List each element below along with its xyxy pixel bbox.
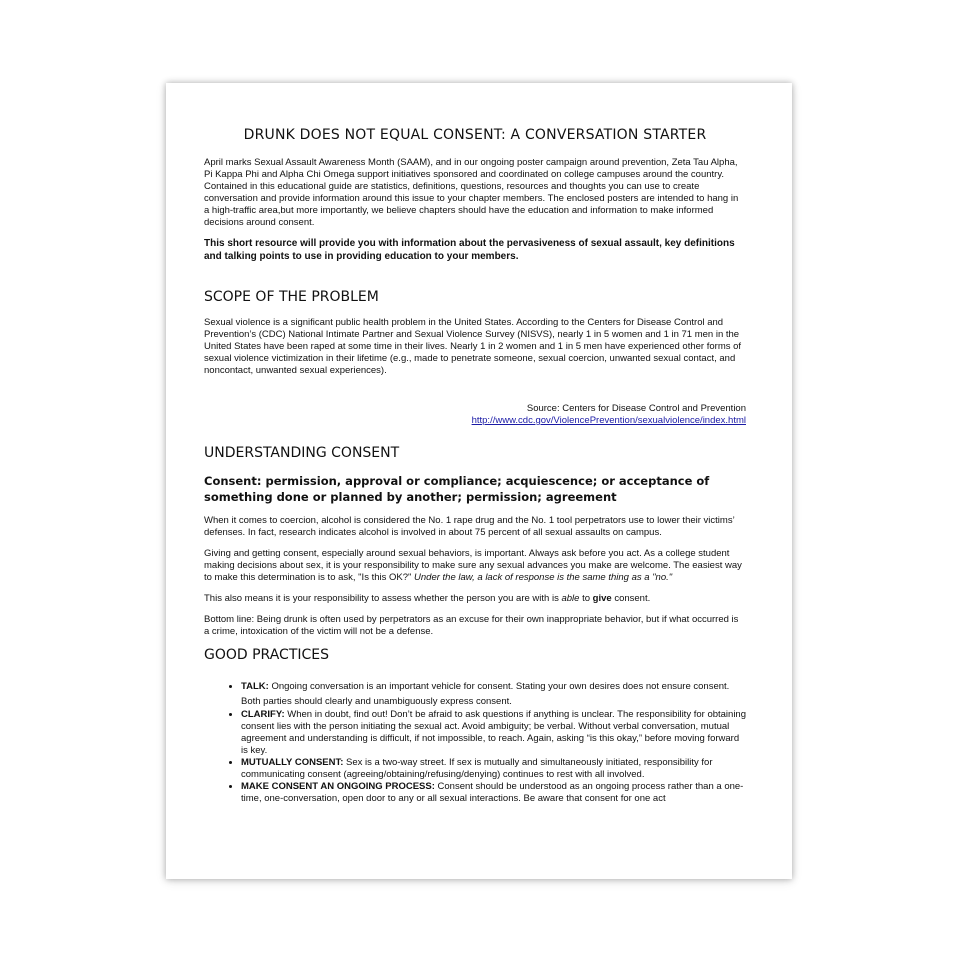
bottom-line-paragraph: Bottom line: Being drunk is often used by perpetrators as an excuse for their own inappropriate behavior, but if what occurred is a crime, intoxication of the victim will not be a defense.: [204, 614, 739, 637]
practices-heading: GOOD PRACTICES: [204, 647, 330, 663]
to-word: to: [582, 593, 591, 604]
practice-label: TALK:: [241, 681, 269, 692]
assess-paragraph: [204, 593, 746, 605]
practice-label: MAKE CONSENT AN ONGOING PROCESS:: [241, 781, 435, 792]
give-word: give: [592, 593, 612, 604]
list-item: [241, 757, 746, 781]
list-item: [241, 709, 746, 757]
source-link[interactable]: http://www.cdc.gov/ViolencePrevention/sexualviolence/index.html: [471, 415, 746, 426]
practice-label: MUTUALLY CONSENT:: [241, 757, 344, 768]
assess-text-end: consent.: [614, 593, 651, 604]
list-item: [241, 781, 746, 805]
scope-heading: SCOPE OF THE PROBLEM: [204, 289, 379, 305]
practice-label: CLARIFY:: [241, 709, 285, 720]
legal-note: Under the law, a lack of response is the same thing as a "no.": [414, 572, 673, 583]
source-citation: [204, 403, 746, 427]
coercion-paragraph: When it comes to coercion, alcohol is considered the No. 1 rape drug and the No. 1 tool perpetrators use to lower their victims’ defenses. In fact, research indicates alcohol is involved in about 75 percent of all sexual assaults on campus.: [204, 515, 735, 538]
source-label: Source: Centers for Disease Control and Prevention: [526, 403, 746, 414]
consent-definition: Consent: permission, approval or compliance; acquiescence; or acceptance of something done or planned by another; permission; agreement: [204, 474, 710, 504]
practice-text: Sex is a two-way street. If sex is mutually and simultaneously initiated, responsibility for communicating consent (agreeing/obtaining/refusing/denying) continues to rest with all involved.: [241, 757, 713, 780]
asking-consent-text: Giving and getting consent, especially around sexual behaviors, is important. Always ask before you act. As a college student making decisions about sex, it is your responsibility to make sure any sexual advances you make are welcome. The easiest way to make this determination is to ask, "Is this OK?": [204, 548, 742, 583]
intro-bold-paragraph: This short resource will provide you with information about the pervasiveness of sexual assault, key definitions and talking points to use in providing education to your members.: [204, 238, 735, 262]
document-page: [166, 83, 792, 879]
practice-text: Ongoing conversation is an important vehicle for consent. Stating your own desires does not ensure consent. Both parties should clearly and unambiguously express consent.: [241, 681, 730, 707]
document-content: [204, 127, 746, 805]
document-title: DRUNK DOES NOT EQUAL CONSENT: A CONVERSATION STARTER: [243, 127, 707, 143]
practice-text: Consent should be understood as an ongoing process rather than a one-time, one-conversation, open door to any or all sexual interactions. Be aware that consent for one act: [241, 781, 744, 804]
able-word: able: [561, 593, 580, 604]
scope-paragraph: Sexual violence is a significant public health problem in the United States. According to the Centers for Disease Control and Prevention’s (CDC) National Intimate Partner and Sexual Violence Survey (NISVS), nearly 1 in 5 women and 1 in 71 men in the United States have been raped at some time in their lives. Nearly 1 in 2 women and 1 in 5 men have experienced other forms of sexual violence victimization in their lifetime (e.g., made to penetrate someone, sexual coercion, unwanted sexual contact, and noncontact, unwanted sexual experiences).: [204, 317, 742, 376]
practice-text: When in doubt, find out! Don’t be afraid to ask questions if anything is unclear. The responsibility for obtaining consent lies with the person initiating the sexual act. Avoid ambiguity; be verbal. Without verbal conversation, mutual agreement and understanding is difficult, if not impossible, to reach. Again, asking “is this okay,” before moving forward is key.: [241, 709, 747, 756]
consent-heading: UNDERSTANDING CONSENT: [204, 445, 400, 461]
assess-text: This also means it is your responsibility to assess whether the person you are with is: [204, 593, 559, 604]
asking-consent-paragraph: [204, 548, 746, 584]
practices-list: [204, 679, 746, 805]
intro-paragraph: April marks Sexual Assault Awareness Month (SAAM), and in our ongoing poster campaign around prevention, Zeta Tau Alpha, Pi Kappa Phi and Alpha Chi Omega support initiatives sponsored and coordinated on college campuses around the country. Contained in this educational guide are statistics, definitions, questions, resources and thoughts you can use to create conversation and provide information around this issue to your chapter members. The enclosed posters are intended to hang in a high-traffic area,but more importantly, we believe chapters should have the education and information to make informed decisions around consent.: [204, 157, 739, 228]
list-item: [241, 679, 746, 709]
